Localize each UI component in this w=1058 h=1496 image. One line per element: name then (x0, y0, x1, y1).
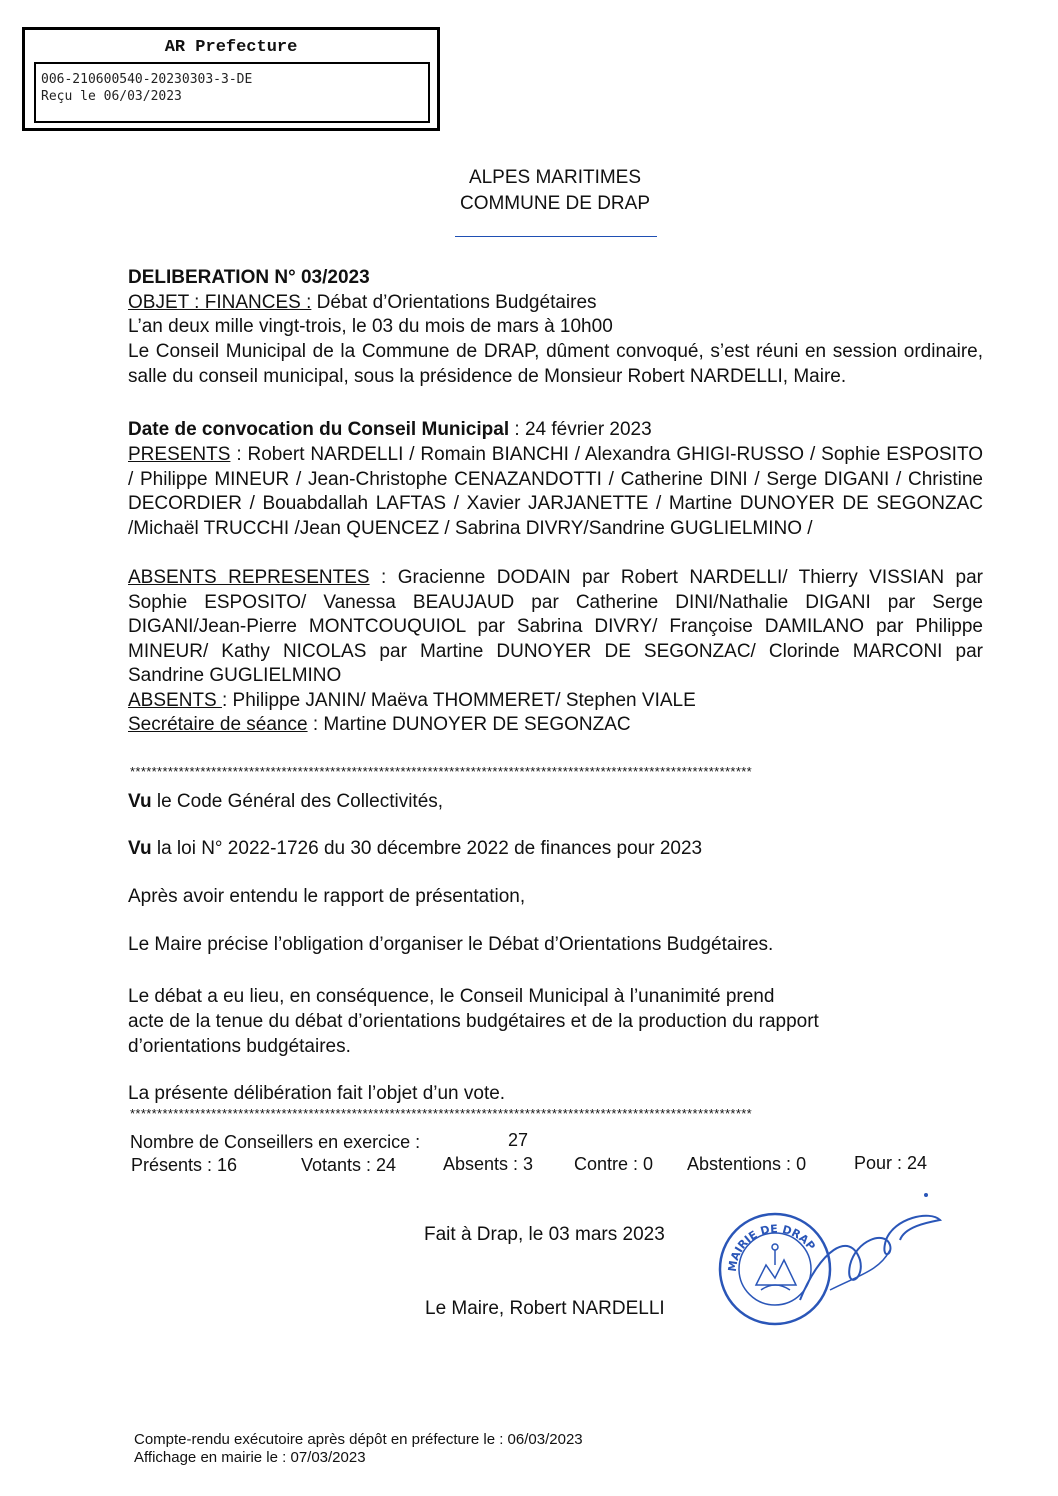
presents-list: : Robert NARDELLI / Romain BIANCHI / Alexandra GHIGI-RUSSO / Sophie ESPOSITO / Philippe MINEUR / Jean-Christophe CENAZANDOTTI / Catherine DINI / Serge DIGANI / Christine DECORDIER / Bouabdallah LAFTAS / Xavier JARJANETTE / Martine DUNOYER DE SEGONZAC /Michaël TRUCCHI /Jean QUENCEZ / Sabrina DIVRY/Sandrine GUGLIELMINO / (128, 444, 983, 539)
place-date: Fait à Drap, le 03 mars 2023 (424, 1224, 665, 1245)
vote-presents: Présents : 16 (131, 1155, 238, 1175)
absents-line (128, 689, 696, 714)
seal-text: MAIRIE DE DRAP (725, 1222, 818, 1273)
conseillers-exercice-value: 27 (508, 1130, 529, 1150)
commune-heading: COMMUNE DE DRAP (459, 193, 650, 214)
department-heading: ALPES MARITIMES (468, 167, 642, 188)
presents-label: PRESENTS (128, 444, 231, 465)
vote-contre: Contre : 0 (574, 1154, 654, 1174)
vote-paragraph: La présente délibération fait l’objet d’un vote. (128, 1083, 506, 1104)
secretaire-line (128, 713, 631, 738)
maire-paragraph: Le Maire précise l’obligation d’organiser le Débat d’Orientations Budgétaires. (128, 934, 774, 955)
compte-rendu-line: Compte-rendu exécutoire après dépôt en préfecture le : 06/03/2023 (134, 1431, 583, 1448)
absents-representes-list: : Gracienne DODAIN par Robert NARDELLI/ Thierry VISSIAN par Sophie ESPOSITO/ Vanessa BEAUJAUD par Catherine DINI/Nathalie DIGANI par Serge DIGANI/Jean-Pierre MONTCOUQUIOL par Sabrina DIVRY/ Françoise DAMILANO par Philippe MINEUR/ Kathy NICOLAS par Martine DUNOYER DE SEGONZAC/ Clorinde MARCONI par Sandrine GUGLIELMINO (128, 567, 983, 686)
deliberation-title: DELIBERATION N° 03/2023 (128, 267, 370, 288)
rapport-paragraph: Après avoir entendu le rapport de présentation, (128, 886, 526, 907)
vu-code-text: le Code Général des Collectivités, (151, 791, 444, 812)
mayor-signature (790, 1190, 950, 1320)
affichage-line: Affichage en mairie le : 07/03/2023 (134, 1449, 366, 1466)
convocation-date: : 24 février 2023 (509, 419, 652, 440)
vote-pour: Pour : 24 (854, 1153, 928, 1173)
secretaire-label: Secrétaire de séance (128, 714, 308, 735)
session-paragraph: Le Conseil Municipal de la Commune de DRAP, dûment convoqué, s’est réuni en session ordinaire, salle du conseil municipal, sous la présidence de Monsieur Robert NARDELLI, Maire. (128, 341, 983, 387)
header-rule (455, 236, 657, 237)
separator-stars-2: ******************************************************************************************************************* (130, 1106, 753, 1121)
debat-line-2: acte de la tenue du débat d’orientations budgétaires et de la production du rapport (128, 1011, 819, 1032)
convocation-label: Date de convocation du Conseil Municipal (128, 419, 510, 440)
stamp-received-date: Reçu le 06/03/2023 (41, 89, 182, 104)
absents-list: : Philippe JANIN/ Maëva THOMMERET/ Stephen VIALE (221, 690, 696, 711)
objet-label: OBJET : FINANCES : (128, 292, 312, 313)
stamp-details (34, 62, 430, 123)
debat-line-1: Le débat a eu lieu, en conséquence, le Conseil Municipal à l’unanimité prend (128, 986, 775, 1007)
vu-code-line (128, 790, 443, 815)
vu-loi-line (128, 837, 702, 862)
objet-text: Débat d’Orientations Budgétaires (311, 292, 597, 313)
mayor-signature-line: Le Maire, Robert NARDELLI (425, 1298, 665, 1319)
objet-line (128, 291, 597, 316)
stamp-reference: 006-210600540-20230303-3-DE (41, 72, 253, 87)
ar-prefecture-stamp (22, 27, 440, 131)
debat-line-3: d’orientations budgétaires. (128, 1036, 351, 1057)
vu-loi-bold: Vu (128, 838, 152, 859)
separator-stars: ******************************************************************************************************************* (130, 764, 753, 779)
vote-abstentions: Abstentions : 0 (687, 1154, 807, 1174)
secretaire-name: : Martine DUNOYER DE SEGONZAC (307, 714, 631, 735)
absents-label: ABSENTS (128, 690, 222, 711)
convocation-line (128, 418, 652, 443)
vote-absents: Absents : 3 (443, 1154, 534, 1174)
vu-loi-text: la loi N° 2022-1726 du 30 décembre 2022 de finances pour 2023 (151, 838, 703, 859)
presents-paragraph (128, 443, 983, 541)
absents-representes-label: ABSENTS REPRESENTES (128, 567, 370, 588)
vote-votants: Votants : 24 (301, 1155, 397, 1175)
vu-code-bold: Vu (128, 791, 152, 812)
absents-representes-paragraph (128, 566, 983, 689)
conseillers-exercice-label: Nombre de Conseillers en exercice : (130, 1132, 421, 1152)
stamp-title: AR Prefecture (164, 38, 298, 57)
date-line: L’an deux mille vingt-trois, le 03 du mois de mars à 10h00 (128, 316, 613, 337)
